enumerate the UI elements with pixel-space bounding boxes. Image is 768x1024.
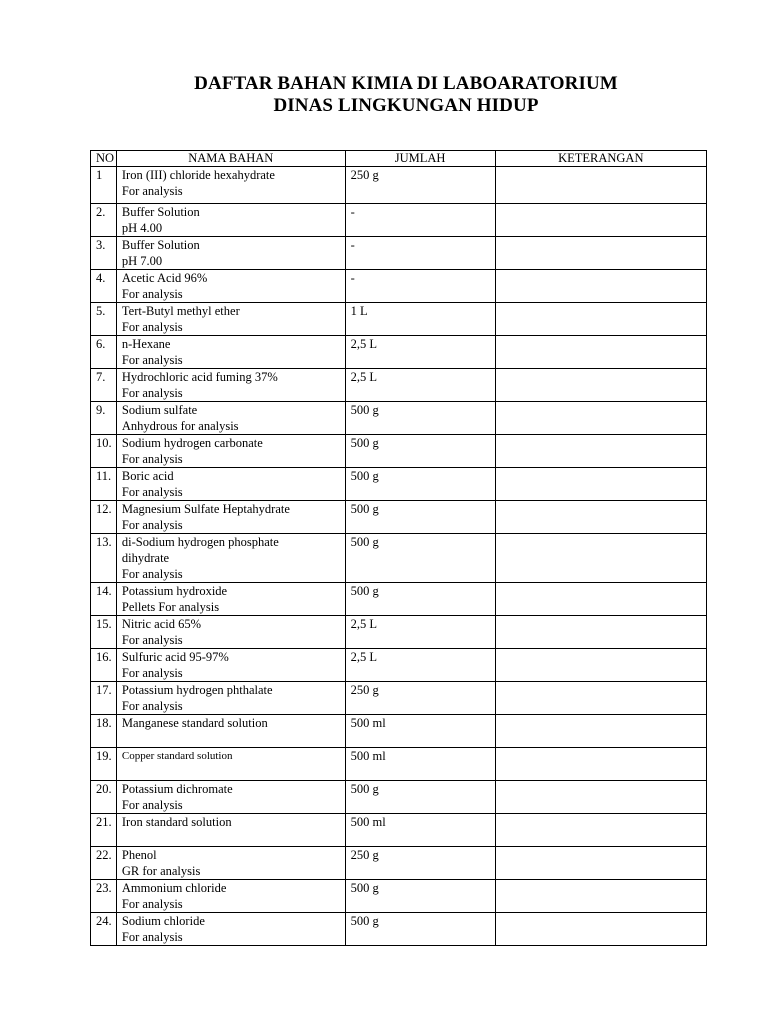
table-row bbox=[91, 501, 707, 534]
remarks bbox=[495, 781, 706, 814]
chemical-name-line: Buffer Solution bbox=[121, 238, 200, 252]
row-number: 1 bbox=[91, 167, 117, 204]
row-number: 13. bbox=[91, 534, 117, 583]
chemical-name-line: Sodium hydrogen carbonate bbox=[121, 436, 263, 450]
quantity: 500 g bbox=[345, 781, 495, 814]
table-row bbox=[91, 913, 707, 946]
chemical-name-line: Hydrochloric acid fuming 37% bbox=[121, 370, 278, 384]
chemical-name-line: For analysis bbox=[121, 518, 183, 532]
chemical-name-line: Acetic Acid 96% bbox=[121, 271, 208, 285]
chemical-name-line: Manganese standard solution bbox=[121, 716, 268, 730]
quantity: 500 g bbox=[345, 402, 495, 435]
table-row bbox=[91, 167, 707, 204]
remarks bbox=[495, 369, 706, 402]
chemicals-table bbox=[90, 150, 707, 946]
quantity: 500 g bbox=[345, 880, 495, 913]
chemical-name-line: Ammonium chloride bbox=[121, 881, 227, 895]
chemical-name bbox=[116, 880, 345, 913]
chemical-name-line: Pellets For analysis bbox=[121, 600, 220, 614]
remarks bbox=[495, 270, 706, 303]
table-row bbox=[91, 435, 707, 468]
row-number: 18. bbox=[91, 715, 117, 748]
row-number: 15. bbox=[91, 616, 117, 649]
table-row bbox=[91, 303, 707, 336]
chemical-name-line: Iron (III) chloride hexahydrate bbox=[121, 168, 275, 182]
chemical-name bbox=[116, 814, 345, 847]
row-number: 20. bbox=[91, 781, 117, 814]
chemical-name bbox=[116, 167, 345, 204]
chemical-name bbox=[116, 649, 345, 682]
chemical-name-line: For analysis bbox=[121, 897, 183, 911]
table-row bbox=[91, 880, 707, 913]
chemical-name bbox=[116, 303, 345, 336]
remarks bbox=[495, 534, 706, 583]
row-number: 12. bbox=[91, 501, 117, 534]
remarks bbox=[495, 501, 706, 534]
remarks bbox=[495, 435, 706, 468]
chemical-name-line: For analysis bbox=[121, 666, 183, 680]
table-row bbox=[91, 534, 707, 583]
table-row bbox=[91, 369, 707, 402]
row-number: 23. bbox=[91, 880, 117, 913]
chemical-name-line: n-Hexane bbox=[121, 337, 171, 351]
chemical-name-line: For analysis bbox=[121, 567, 183, 581]
header-note: KETERANGAN bbox=[495, 151, 706, 167]
chemical-name-line: Phenol bbox=[121, 848, 157, 862]
chemical-name bbox=[116, 534, 345, 583]
chemical-name-line: For analysis bbox=[121, 699, 183, 713]
table-row bbox=[91, 682, 707, 715]
remarks bbox=[495, 204, 706, 237]
remarks bbox=[495, 336, 706, 369]
quantity: 500 g bbox=[345, 501, 495, 534]
row-number: 4. bbox=[91, 270, 117, 303]
chemical-name-line: For analysis bbox=[121, 386, 183, 400]
document-title-line-1: DAFTAR BAHAN KIMIA DI LABOARATORIUM bbox=[194, 73, 618, 94]
chemical-name-line: For analysis bbox=[121, 287, 183, 301]
chemical-name-line: Iron standard solution bbox=[121, 815, 232, 829]
chemical-name-line: Potassium hydrogen phthalate bbox=[121, 683, 273, 697]
quantity: 500 g bbox=[345, 435, 495, 468]
quantity: 2,5 L bbox=[345, 369, 495, 402]
table-row bbox=[91, 781, 707, 814]
remarks bbox=[495, 913, 706, 946]
chemical-name-line: For analysis bbox=[121, 798, 183, 812]
row-number: 17. bbox=[91, 682, 117, 715]
chemical-name-line: Sodium chloride bbox=[121, 914, 205, 928]
remarks bbox=[495, 402, 706, 435]
remarks bbox=[495, 715, 706, 748]
quantity: 500 ml bbox=[345, 748, 495, 781]
table-header-row bbox=[91, 151, 707, 167]
table-row bbox=[91, 402, 707, 435]
chemical-name-line: Potassium dichromate bbox=[121, 782, 233, 796]
chemical-name-line: dihydrate bbox=[121, 551, 170, 565]
header-qty: JUMLAH bbox=[345, 151, 495, 167]
remarks bbox=[495, 847, 706, 880]
chemical-name bbox=[116, 583, 345, 616]
table-row bbox=[91, 616, 707, 649]
chemical-name bbox=[116, 402, 345, 435]
chemical-name bbox=[116, 616, 345, 649]
remarks bbox=[495, 468, 706, 501]
quantity: 1 L bbox=[345, 303, 495, 336]
quantity: 250 g bbox=[345, 167, 495, 204]
chemical-name bbox=[116, 336, 345, 369]
chemical-name bbox=[116, 468, 345, 501]
quantity: 500 ml bbox=[345, 715, 495, 748]
row-number: 9. bbox=[91, 402, 117, 435]
chemical-name-line: pH 7.00 bbox=[121, 254, 163, 268]
quantity: 500 g bbox=[345, 534, 495, 583]
table-row bbox=[91, 847, 707, 880]
row-number: 24. bbox=[91, 913, 117, 946]
quantity: 500 ml bbox=[345, 814, 495, 847]
chemical-name bbox=[116, 369, 345, 402]
quantity: 500 g bbox=[345, 913, 495, 946]
quantity: - bbox=[345, 204, 495, 237]
chemical-name bbox=[116, 847, 345, 880]
remarks bbox=[495, 237, 706, 270]
row-number: 3. bbox=[91, 237, 117, 270]
chemical-name bbox=[116, 781, 345, 814]
chemical-name bbox=[116, 204, 345, 237]
chemical-name bbox=[116, 682, 345, 715]
chemical-name bbox=[116, 435, 345, 468]
chemical-name-line: Anhydrous for analysis bbox=[121, 419, 239, 433]
row-number: 5. bbox=[91, 303, 117, 336]
remarks bbox=[495, 616, 706, 649]
chemical-name-line: Buffer Solution bbox=[121, 205, 200, 219]
table-row bbox=[91, 814, 707, 847]
chemical-name bbox=[116, 913, 345, 946]
quantity: - bbox=[345, 270, 495, 303]
chemical-name-line: di-Sodium hydrogen phosphate bbox=[121, 535, 279, 549]
row-number: 14. bbox=[91, 583, 117, 616]
quantity: - bbox=[345, 237, 495, 270]
quantity: 2,5 L bbox=[345, 336, 495, 369]
chemical-name-line: Nitric acid 65% bbox=[121, 617, 202, 631]
table-row bbox=[91, 237, 707, 270]
chemical-name-line: For analysis bbox=[121, 353, 183, 367]
remarks bbox=[495, 303, 706, 336]
document-title-line-2: DINAS LINGKUNGAN HIDUP bbox=[273, 95, 539, 116]
quantity: 250 g bbox=[345, 682, 495, 715]
table-row bbox=[91, 270, 707, 303]
chemical-name-line: Boric acid bbox=[121, 469, 174, 483]
table-row bbox=[91, 336, 707, 369]
table-row bbox=[91, 649, 707, 682]
remarks bbox=[495, 583, 706, 616]
chemical-name-line: For analysis bbox=[121, 633, 183, 647]
quantity: 500 g bbox=[345, 468, 495, 501]
chemical-name-line: Potassium hydroxide bbox=[121, 584, 228, 598]
chemical-name-line: Sodium sulfate bbox=[121, 403, 198, 417]
quantity: 250 g bbox=[345, 847, 495, 880]
chemical-name-line: Sulfuric acid 95-97% bbox=[121, 650, 229, 664]
chemical-name-line: pH 4.00 bbox=[121, 221, 163, 235]
remarks bbox=[495, 167, 706, 204]
chemical-name bbox=[116, 501, 345, 534]
table-row bbox=[91, 468, 707, 501]
row-number: 16. bbox=[91, 649, 117, 682]
header-name: NAMA BAHAN bbox=[116, 151, 345, 167]
header-no: NO bbox=[91, 151, 117, 167]
chemical-name bbox=[116, 748, 345, 781]
row-number: 22. bbox=[91, 847, 117, 880]
quantity: 2,5 L bbox=[345, 616, 495, 649]
chemical-name bbox=[116, 715, 345, 748]
row-number: 11. bbox=[91, 468, 117, 501]
row-number: 21. bbox=[91, 814, 117, 847]
chemical-name bbox=[116, 270, 345, 303]
table-row bbox=[91, 583, 707, 616]
quantity: 2,5 L bbox=[345, 649, 495, 682]
chemical-name-line: For analysis bbox=[121, 452, 183, 466]
chemical-name-line: Copper standard solution bbox=[121, 750, 233, 762]
row-number: 2. bbox=[91, 204, 117, 237]
chemical-name-line: For analysis bbox=[121, 930, 183, 944]
chemical-name-line: For analysis bbox=[121, 320, 183, 334]
table-row bbox=[91, 204, 707, 237]
remarks bbox=[495, 682, 706, 715]
row-number: 10. bbox=[91, 435, 117, 468]
remarks bbox=[495, 814, 706, 847]
row-number: 7. bbox=[91, 369, 117, 402]
remarks bbox=[495, 880, 706, 913]
chemical-name-line: GR for analysis bbox=[121, 864, 201, 878]
chemical-name-line: Tert-Butyl methyl ether bbox=[121, 304, 240, 318]
chemical-name-line: For analysis bbox=[121, 184, 183, 198]
table-row bbox=[91, 715, 707, 748]
chemical-name-line: For analysis bbox=[121, 485, 183, 499]
row-number: 6. bbox=[91, 336, 117, 369]
table-row bbox=[91, 748, 707, 781]
remarks bbox=[495, 649, 706, 682]
row-number: 19. bbox=[91, 748, 117, 781]
chemical-name bbox=[116, 237, 345, 270]
quantity: 500 g bbox=[345, 583, 495, 616]
remarks bbox=[495, 748, 706, 781]
chemical-name-line: Magnesium Sulfate Heptahydrate bbox=[121, 502, 290, 516]
